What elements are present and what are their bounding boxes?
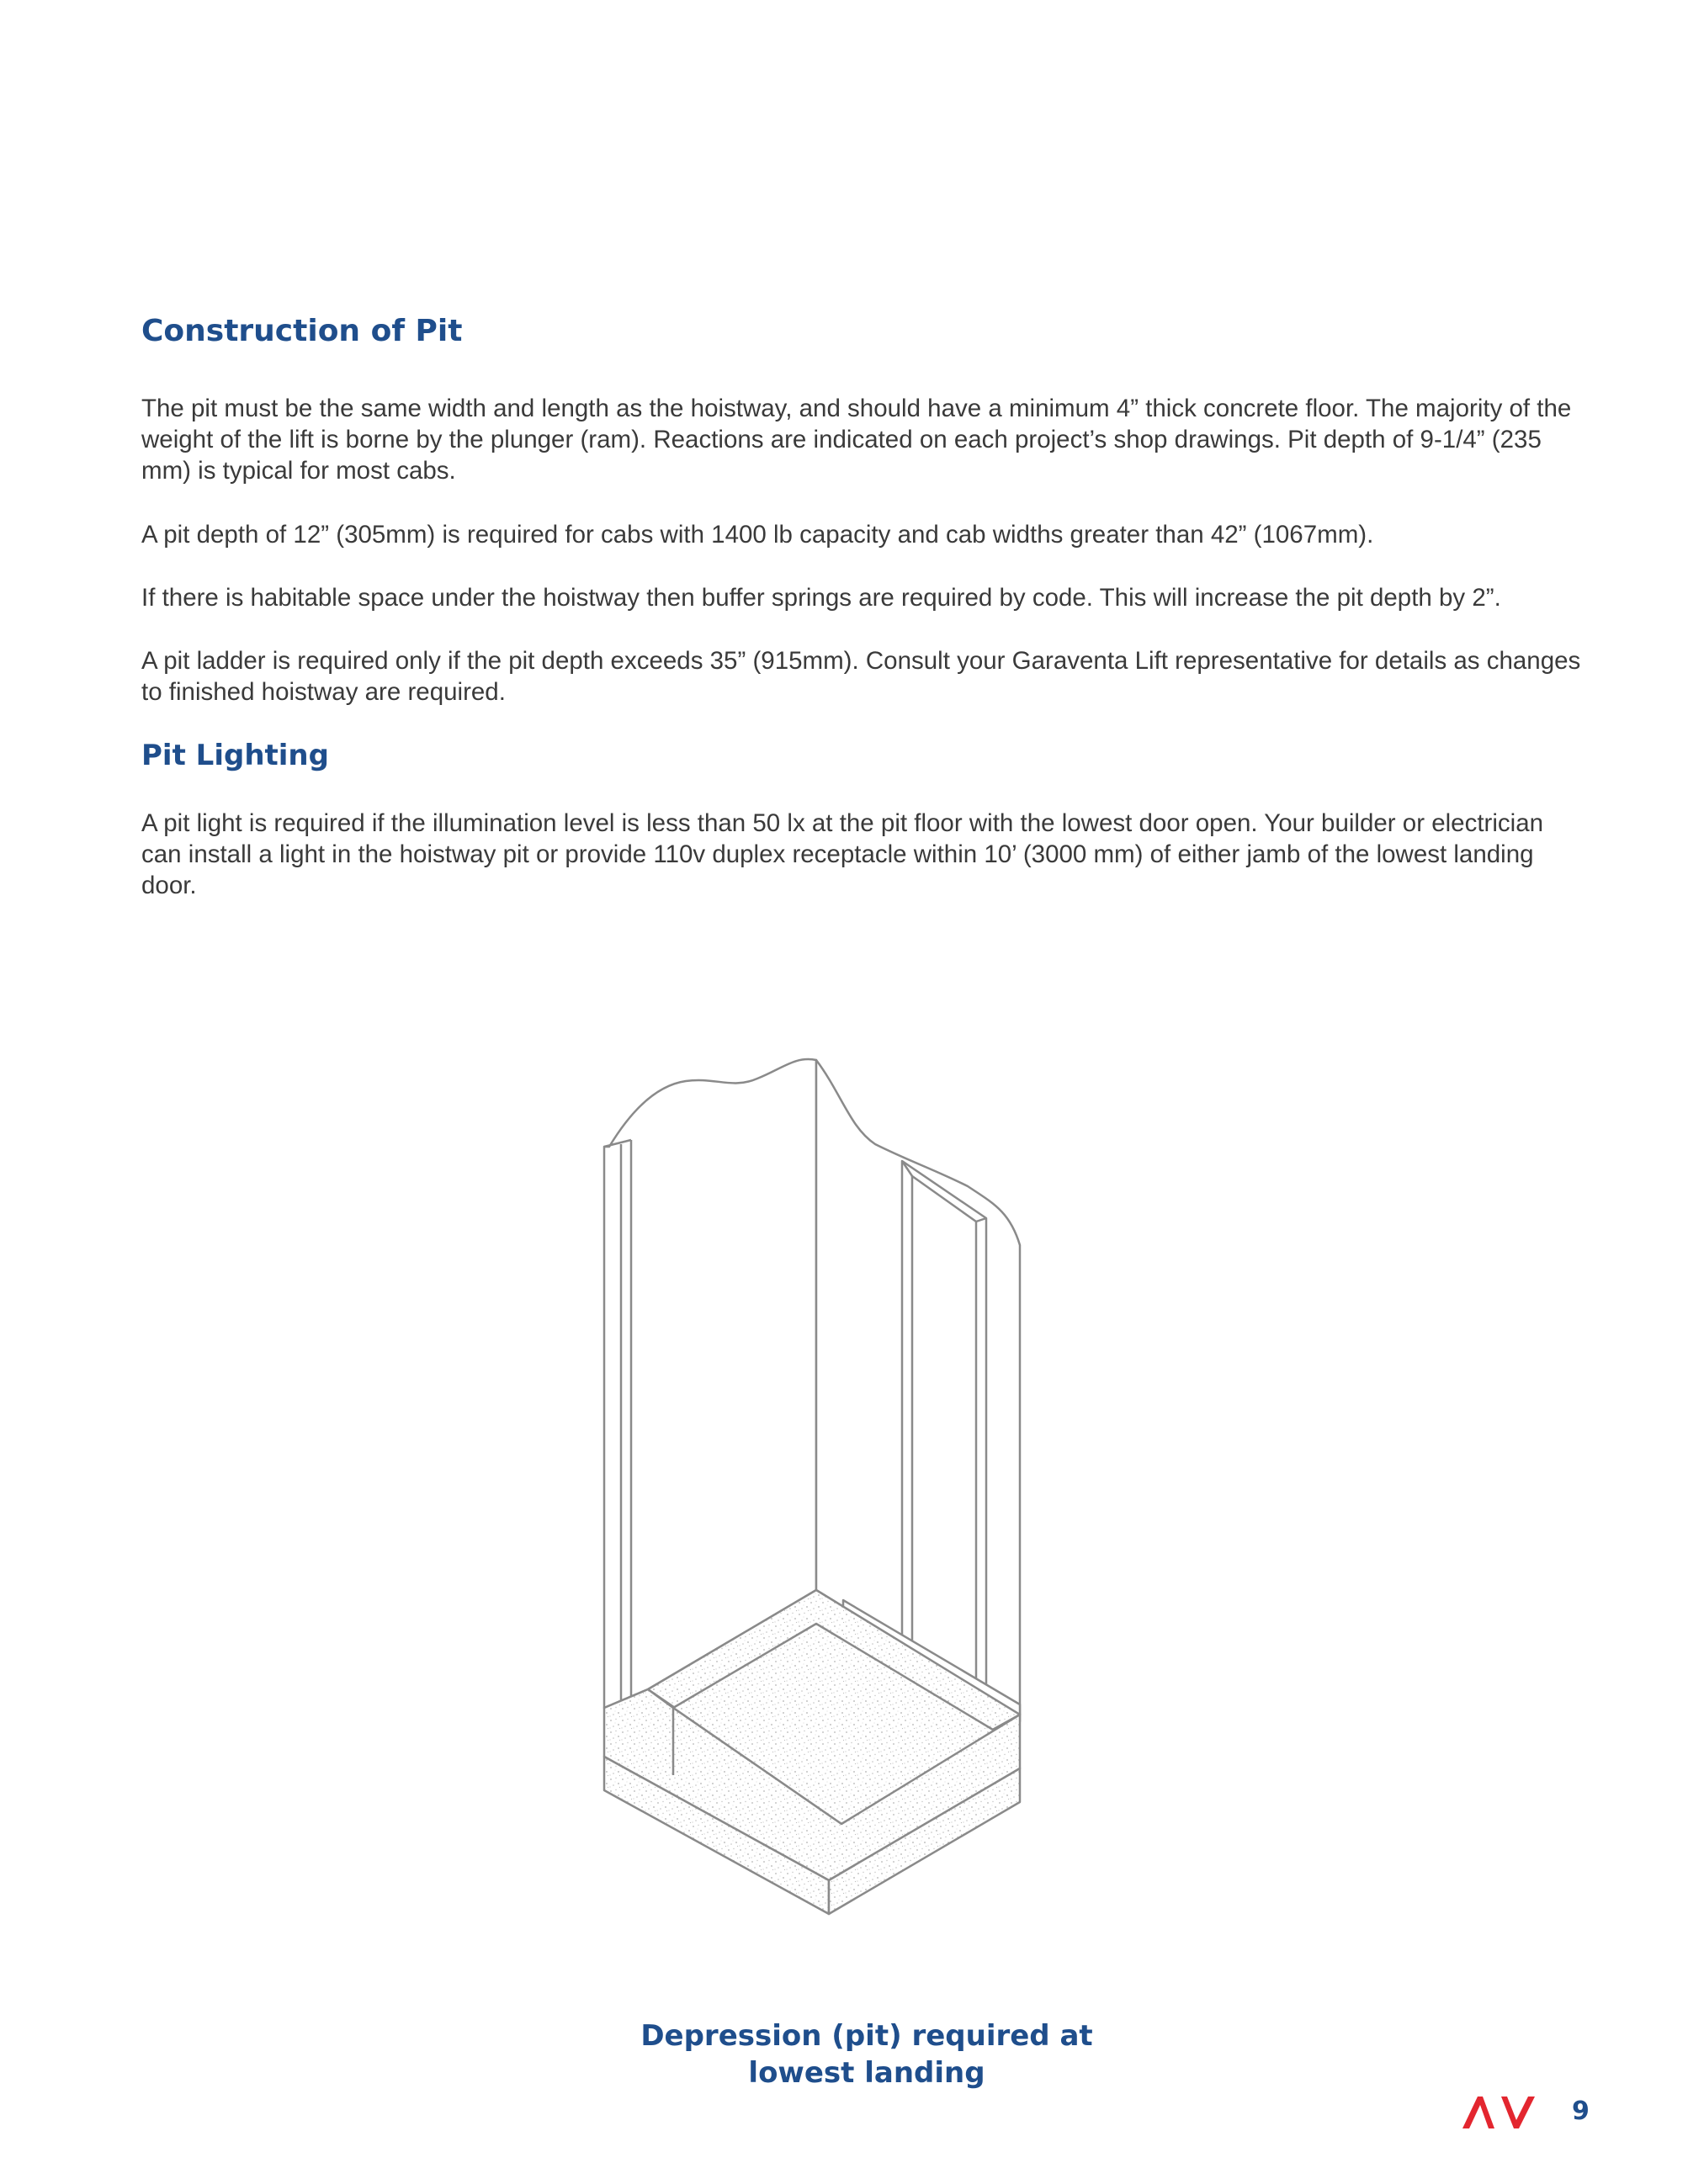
construction-heading: Construction of Pit	[141, 314, 463, 348]
pit-illustration	[539, 1035, 1195, 2002]
caption-line-2: lowest landing	[748, 2056, 985, 2090]
landing-door	[902, 1161, 986, 1696]
caption-line-1: Depression (pit) required at	[640, 2019, 1093, 2053]
construction-paragraph-2: A pit depth of 12” (305mm) is required for cabs with 1400 lb capacity and cab widths greater than 42” (1067mm).	[141, 521, 1374, 549]
construction-paragraph-1: The pit must be the same width and length as the hoistway, and should have a minimum 4” thick concrete floor. The majority of the weight of the lift is borne by the plunger (ram). Reactions are indicated on each project’s shop drawings. Pit depth of 9-1/4” (235 mm) is typical for most cabs.	[141, 395, 1572, 485]
av-logo-icon	[1461, 2093, 1537, 2130]
figure-caption	[614, 2017, 1119, 2091]
pit-lighting-heading: Pit Lighting	[141, 739, 329, 772]
page-number: 9	[1572, 2097, 1590, 2126]
construction-paragraph-4: A pit ladder is required only if the pit depth exceeds 35” (915mm). Consult your Garaventa Lift representative for details as changes to finished hoistway are required.	[141, 647, 1581, 706]
pit-lighting-paragraph: A pit light is required if the illumination level is less than 50 lx at the pit floor with the lowest door open. Your builder or electrician can install a light in the hoistway pit or provide 110v duplex receptacle within 10’ (3000 mm) of either jamb of the lowest landing door.	[141, 809, 1544, 899]
construction-paragraph-3: If there is habitable space under the hoistway then buffer springs are required by code. This will increase the pit depth by 2”.	[141, 584, 1501, 612]
